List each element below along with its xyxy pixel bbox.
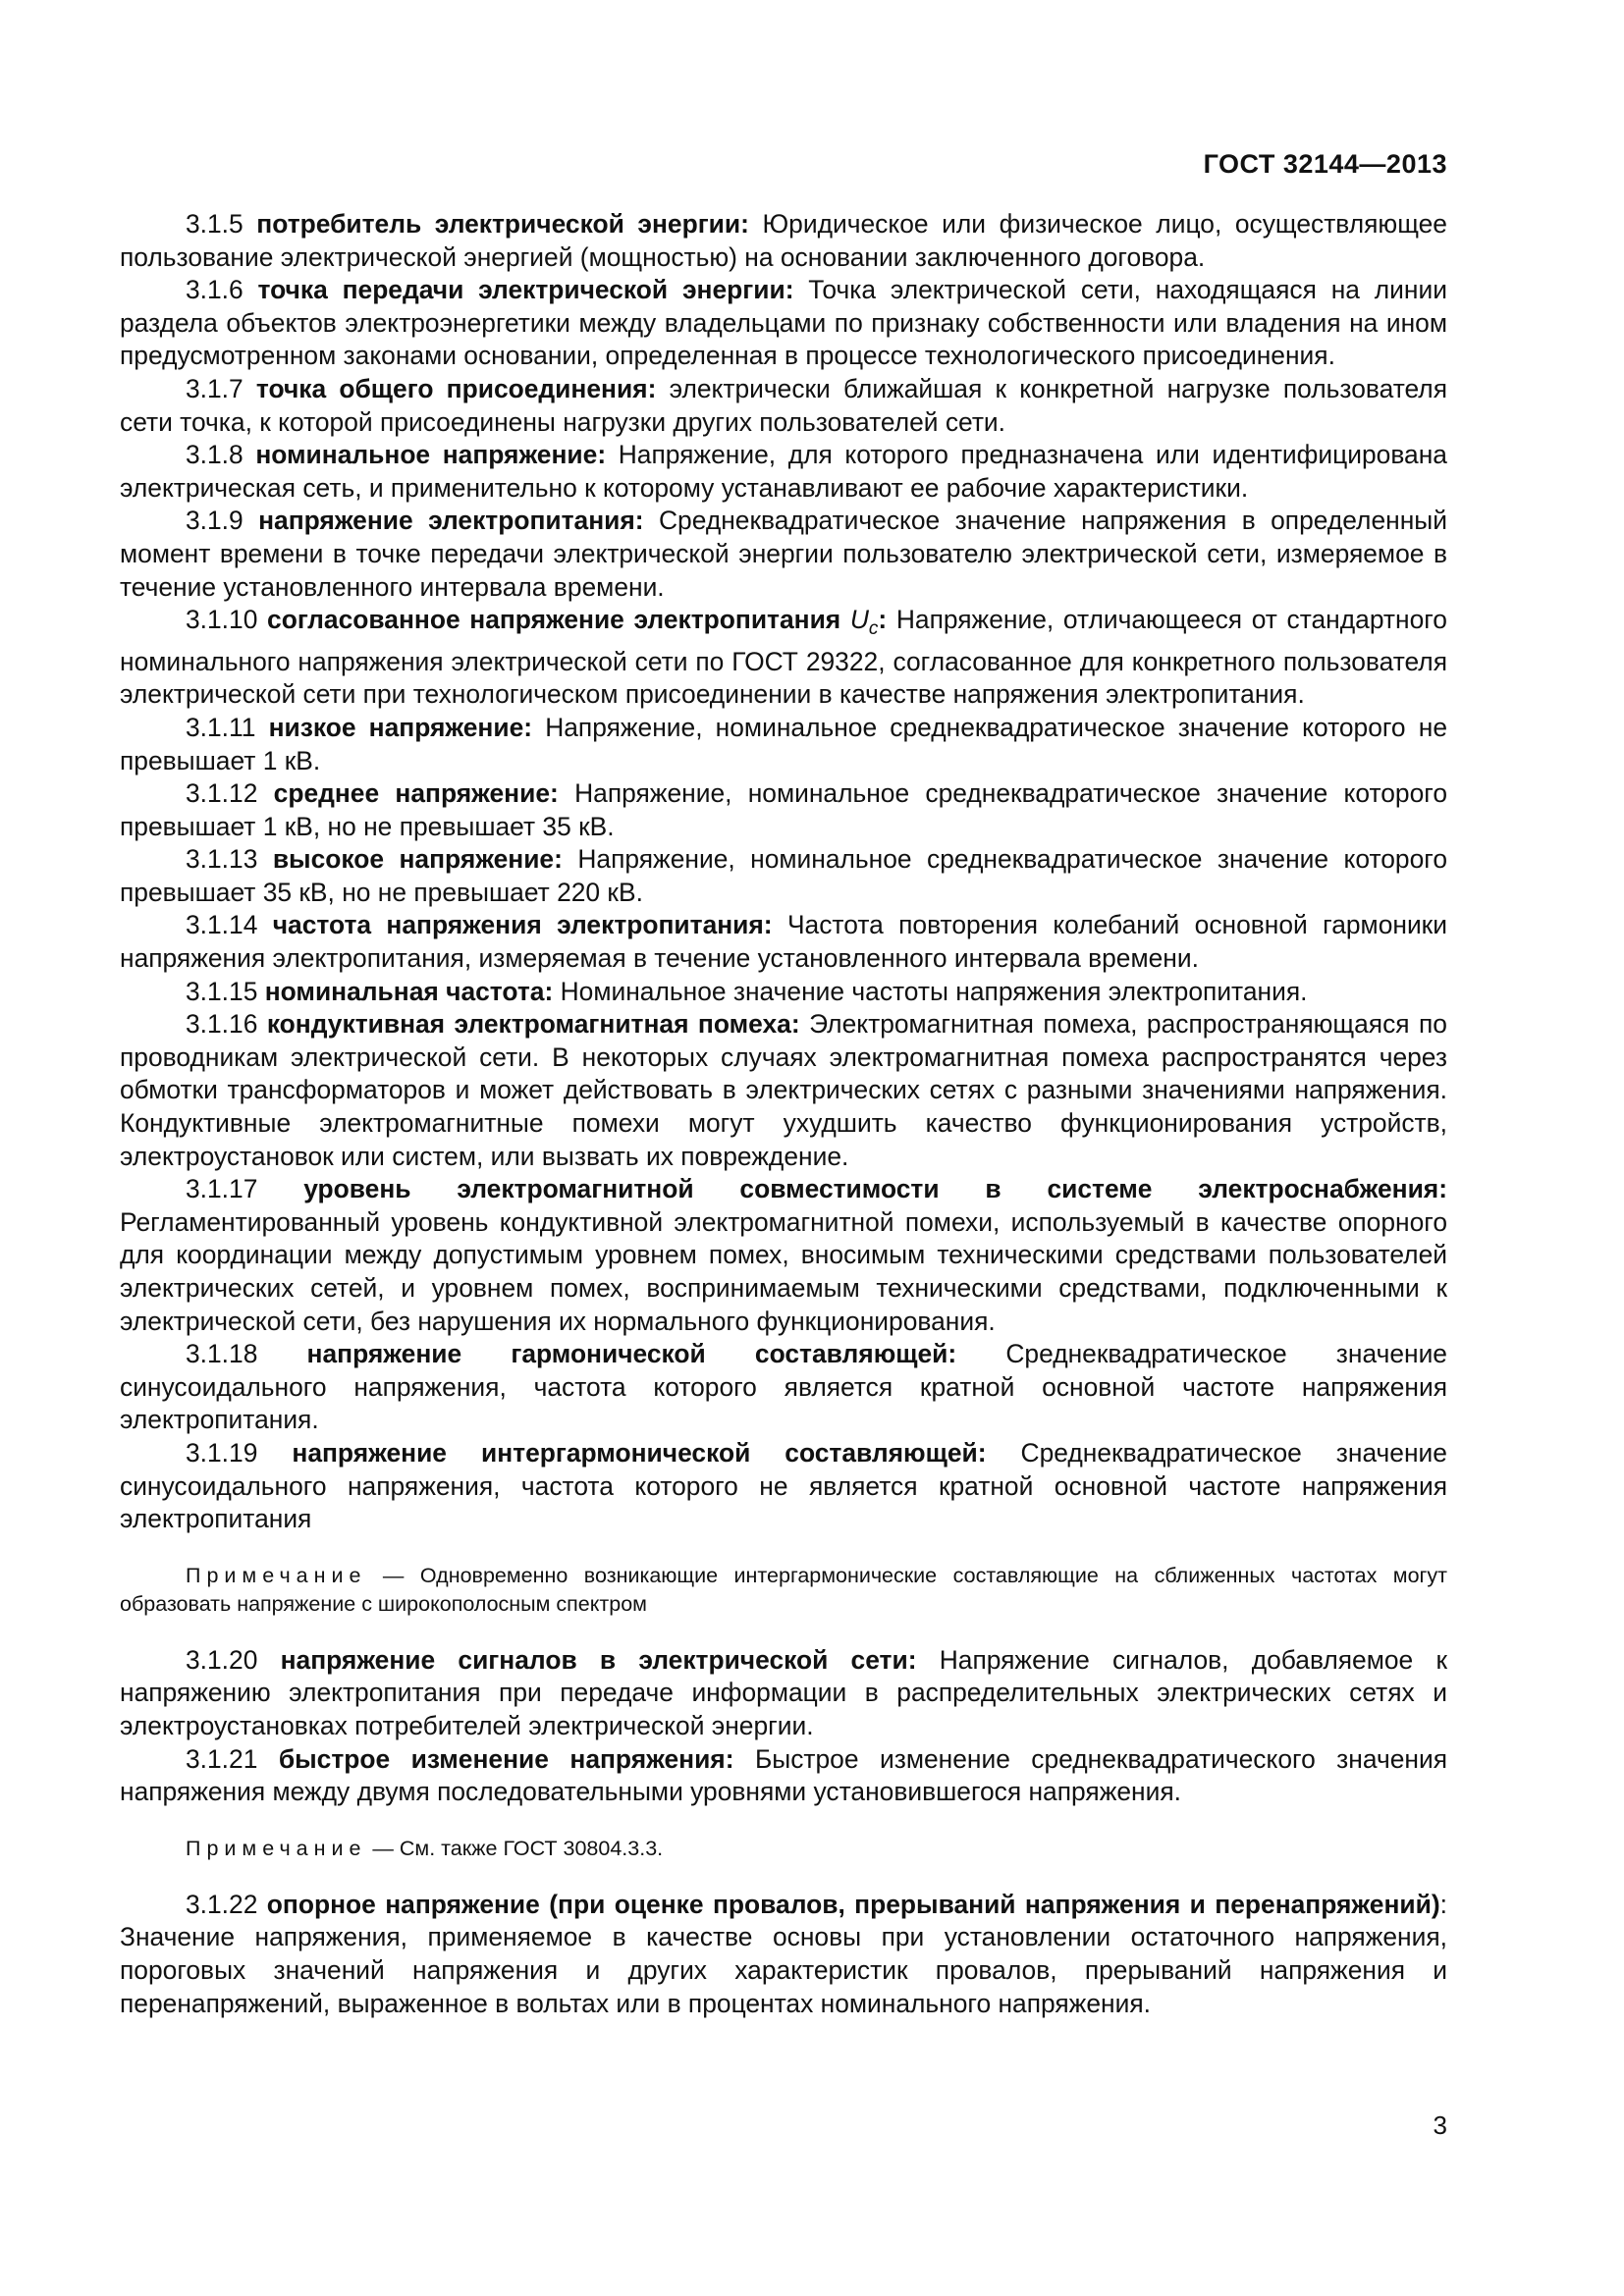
term-colon: : <box>878 605 888 635</box>
definition-text: Напряжение, номинальное среднеквадратическое значение которого превышает 1 кВ, но не превышает 35 кВ. <box>120 778 1447 841</box>
definition-text: Номинальное значение частоты напряжения электропитания. <box>560 976 1308 1006</box>
note-text: См. также ГОСТ 30804.3.3. <box>399 1836 664 1860</box>
definition-text: Среднеквадратическое значение синусоидального напряжения, частота которого является кратной основной частоте напряжения электропитания. <box>120 1339 1447 1435</box>
clause-number: 3.1.7 <box>186 373 244 403</box>
defined-term: напряжение сигналов в электрической сети: <box>280 1644 917 1675</box>
definition-paragraph <box>120 439 1447 505</box>
defined-term: уровень электромагнитной совместимости в системе электроснабжения: <box>303 1174 1447 1204</box>
definition-text: Частота повторения колебаний основной гармоники напряжения электропитания, измеряемая в течение установленного интервала времени. <box>120 910 1447 974</box>
definition-paragraph <box>120 1644 1447 1743</box>
page-number: 3 <box>1433 2110 1447 2140</box>
clause-number: 3.1.22 <box>186 1889 258 1919</box>
defined-term: напряжение электропитания: <box>258 506 644 536</box>
clause-number: 3.1.11 <box>186 712 256 742</box>
defined-term: напряжение интергармонической составляющей: <box>292 1437 987 1468</box>
clause-number: 3.1.15 <box>186 976 258 1006</box>
definition-paragraph <box>120 373 1447 439</box>
note-dash: — <box>366 1563 420 1587</box>
definition-paragraph <box>120 1743 1447 1809</box>
term-colon: : <box>1439 1889 1447 1919</box>
defined-term: опорное напряжение (при оценке провалов, прерываний напряжения и перенапряжений) <box>266 1889 1440 1919</box>
clause-number: 3.1.21 <box>186 1743 258 1774</box>
defined-term: кондуктивная электромагнитная помеха: <box>266 1009 800 1040</box>
defined-term: напряжение гармонической составляющей: <box>306 1339 957 1369</box>
defined-term: среднее напряжение: <box>273 778 559 809</box>
clause-number: 3.1.6 <box>186 275 244 305</box>
definition-paragraph <box>120 976 1447 1009</box>
definition-text: Напряжение, для которого предназначена или идентифицирована электрическая сеть, и применительно к которому устанавливают ее рабочие характеристики. <box>120 440 1447 503</box>
voltage-symbol: U <box>849 605 869 635</box>
definition-paragraph <box>120 1437 1447 1536</box>
definition-text: Точка электрической сети, находящаяся на линии раздела объектов электроэнергетики между владельцами по признаку собственности или владения на ином предусмотренном законами основании, определенная в процессе технологического присоединения. <box>120 275 1447 371</box>
standard-header: ГОСТ 32144—2013 <box>1203 149 1447 179</box>
clause-number: 3.1.12 <box>186 778 258 809</box>
defined-term: частота напряжения электропитания: <box>272 910 773 940</box>
defined-term: номинальное напряжение: <box>255 440 607 470</box>
definition-paragraph <box>120 909 1447 975</box>
note-paragraph <box>120 1562 1447 1619</box>
definition-paragraph <box>120 1338 1447 1437</box>
definition-text: Напряжение сигналов, добавляемое к напряжению электропитания при передаче информации в распределительных электрических сетях и электроустановках потребителей электрической энергии. <box>120 1644 1447 1740</box>
clause-number: 3.1.8 <box>186 440 244 470</box>
voltage-symbol-subscript: c <box>868 618 879 640</box>
definition-text: Напряжение, номинальное среднеквадратическое значение которого превышает 35 кВ, но не превышает 220 кВ. <box>120 844 1447 907</box>
defined-term: точка общего присоединения: <box>255 373 657 403</box>
clause-number: 3.1.14 <box>186 910 258 940</box>
definition-text: Напряжение, номинальное среднеквадратическое значение которого не превышает 1 кВ. <box>120 712 1447 775</box>
definition-text: Юридическое или физическое лицо, осуществляющее пользование электрической энергией (мощностью) на основании заключенного договора. <box>120 209 1447 272</box>
definition-paragraph <box>120 505 1447 604</box>
definition-text: Значение напряжения, применяемое в качестве основы при установлении остаточного напряжения, пороговых значений напряжения и других характеристик провалов, прерываний напряжения и перенапряжений, выраженное в вольтах или в процентах номинального напряжения. <box>120 1922 1447 2018</box>
clause-number: 3.1.19 <box>186 1437 258 1468</box>
clause-number: 3.1.13 <box>186 844 258 875</box>
note-label: Примечание <box>186 1836 367 1860</box>
clause-number: 3.1.18 <box>186 1339 258 1369</box>
definition-paragraph <box>120 843 1447 909</box>
definition-paragraph <box>120 274 1447 373</box>
clause-number: 3.1.5 <box>186 209 244 239</box>
clause-number: 3.1.9 <box>186 506 244 536</box>
document-body <box>120 208 1447 2020</box>
note-label: Примечание <box>186 1563 367 1587</box>
defined-term: номинальная частота: <box>264 976 554 1006</box>
clause-number: 3.1.20 <box>186 1644 258 1675</box>
note-text: Одновременно возникающие интергармонические составляющие на сближенных частотах могут образовать напряжение с широкополосным спектром <box>120 1563 1447 1616</box>
definition-text: Регламентированный уровень кондуктивной электромагнитной помехи, используемый в качестве опорного для координации между допустимым уровнем помех, вносимым техническими средствами пользователей электрических сетей, и уровнем помех, воспринимаемым техническими средствами, подключенными к электрической сети, без нарушения их нормального функционирования. <box>120 1206 1447 1336</box>
defined-term: низкое напряжение: <box>268 712 533 742</box>
defined-term: точка передачи электрической энергии: <box>257 275 794 305</box>
defined-term: быстрое изменение напряжения: <box>278 1743 734 1774</box>
note-dash: — <box>366 1836 400 1860</box>
definition-paragraph <box>120 712 1447 777</box>
clause-number: 3.1.10 <box>186 605 258 635</box>
definition-text: Среднеквадратическое значение напряжения в определенный момент времени в точке передачи электрической энергии пользователю электрической сети, измеряемое в течение установленного интервала времени. <box>120 506 1447 602</box>
definition-text: Среднеквадратическое значение синусоидального напряжения, частота которого не является кратной основной частоте напряжения электропитания <box>120 1437 1447 1534</box>
definition-paragraph <box>120 1173 1447 1338</box>
definition-text: электрически ближайшая к конкретной нагрузке пользователя сети точка, к которой присоединены нагрузки других пользователей сети. <box>120 373 1447 437</box>
definition-paragraph <box>120 777 1447 843</box>
definition-paragraph <box>120 604 1447 712</box>
definition-paragraph <box>120 1008 1447 1173</box>
definition-text: Электромагнитная помеха, распространяющаяся по проводникам электрической сети. В некоторых случаях электромагнитная помеха распространятся через обмотки трансформаторов и может действовать в электрических сетях с разными значениями напряжения. Кондуктивные электромагнитные помехи могут ухудшить качество функционирования устройств, электроустановок или систем, или вызвать их повреждение. <box>120 1009 1447 1171</box>
definition-text: Напряжение, отличающееся от стандартного номинального напряжения электрической сети по ГОСТ 29322, согласованное для конкретного пользователя электрической сети при технологическом присоединении в качестве напряжения электропитания. <box>120 605 1447 710</box>
definition-paragraph <box>120 1889 1447 2020</box>
defined-term: высокое напряжение: <box>272 844 563 875</box>
clause-number: 3.1.16 <box>186 1009 258 1040</box>
defined-term: потребитель электрической энергии: <box>256 209 749 239</box>
defined-term: согласованное напряжение электропитания <box>267 605 841 635</box>
definition-paragraph <box>120 208 1447 274</box>
note-paragraph <box>120 1835 1447 1863</box>
clause-number: 3.1.17 <box>186 1174 258 1204</box>
definition-text: Быстрое изменение среднеквадратического значения напряжения между двумя последовательными уровнями установившегося напряжения. <box>120 1743 1447 1807</box>
